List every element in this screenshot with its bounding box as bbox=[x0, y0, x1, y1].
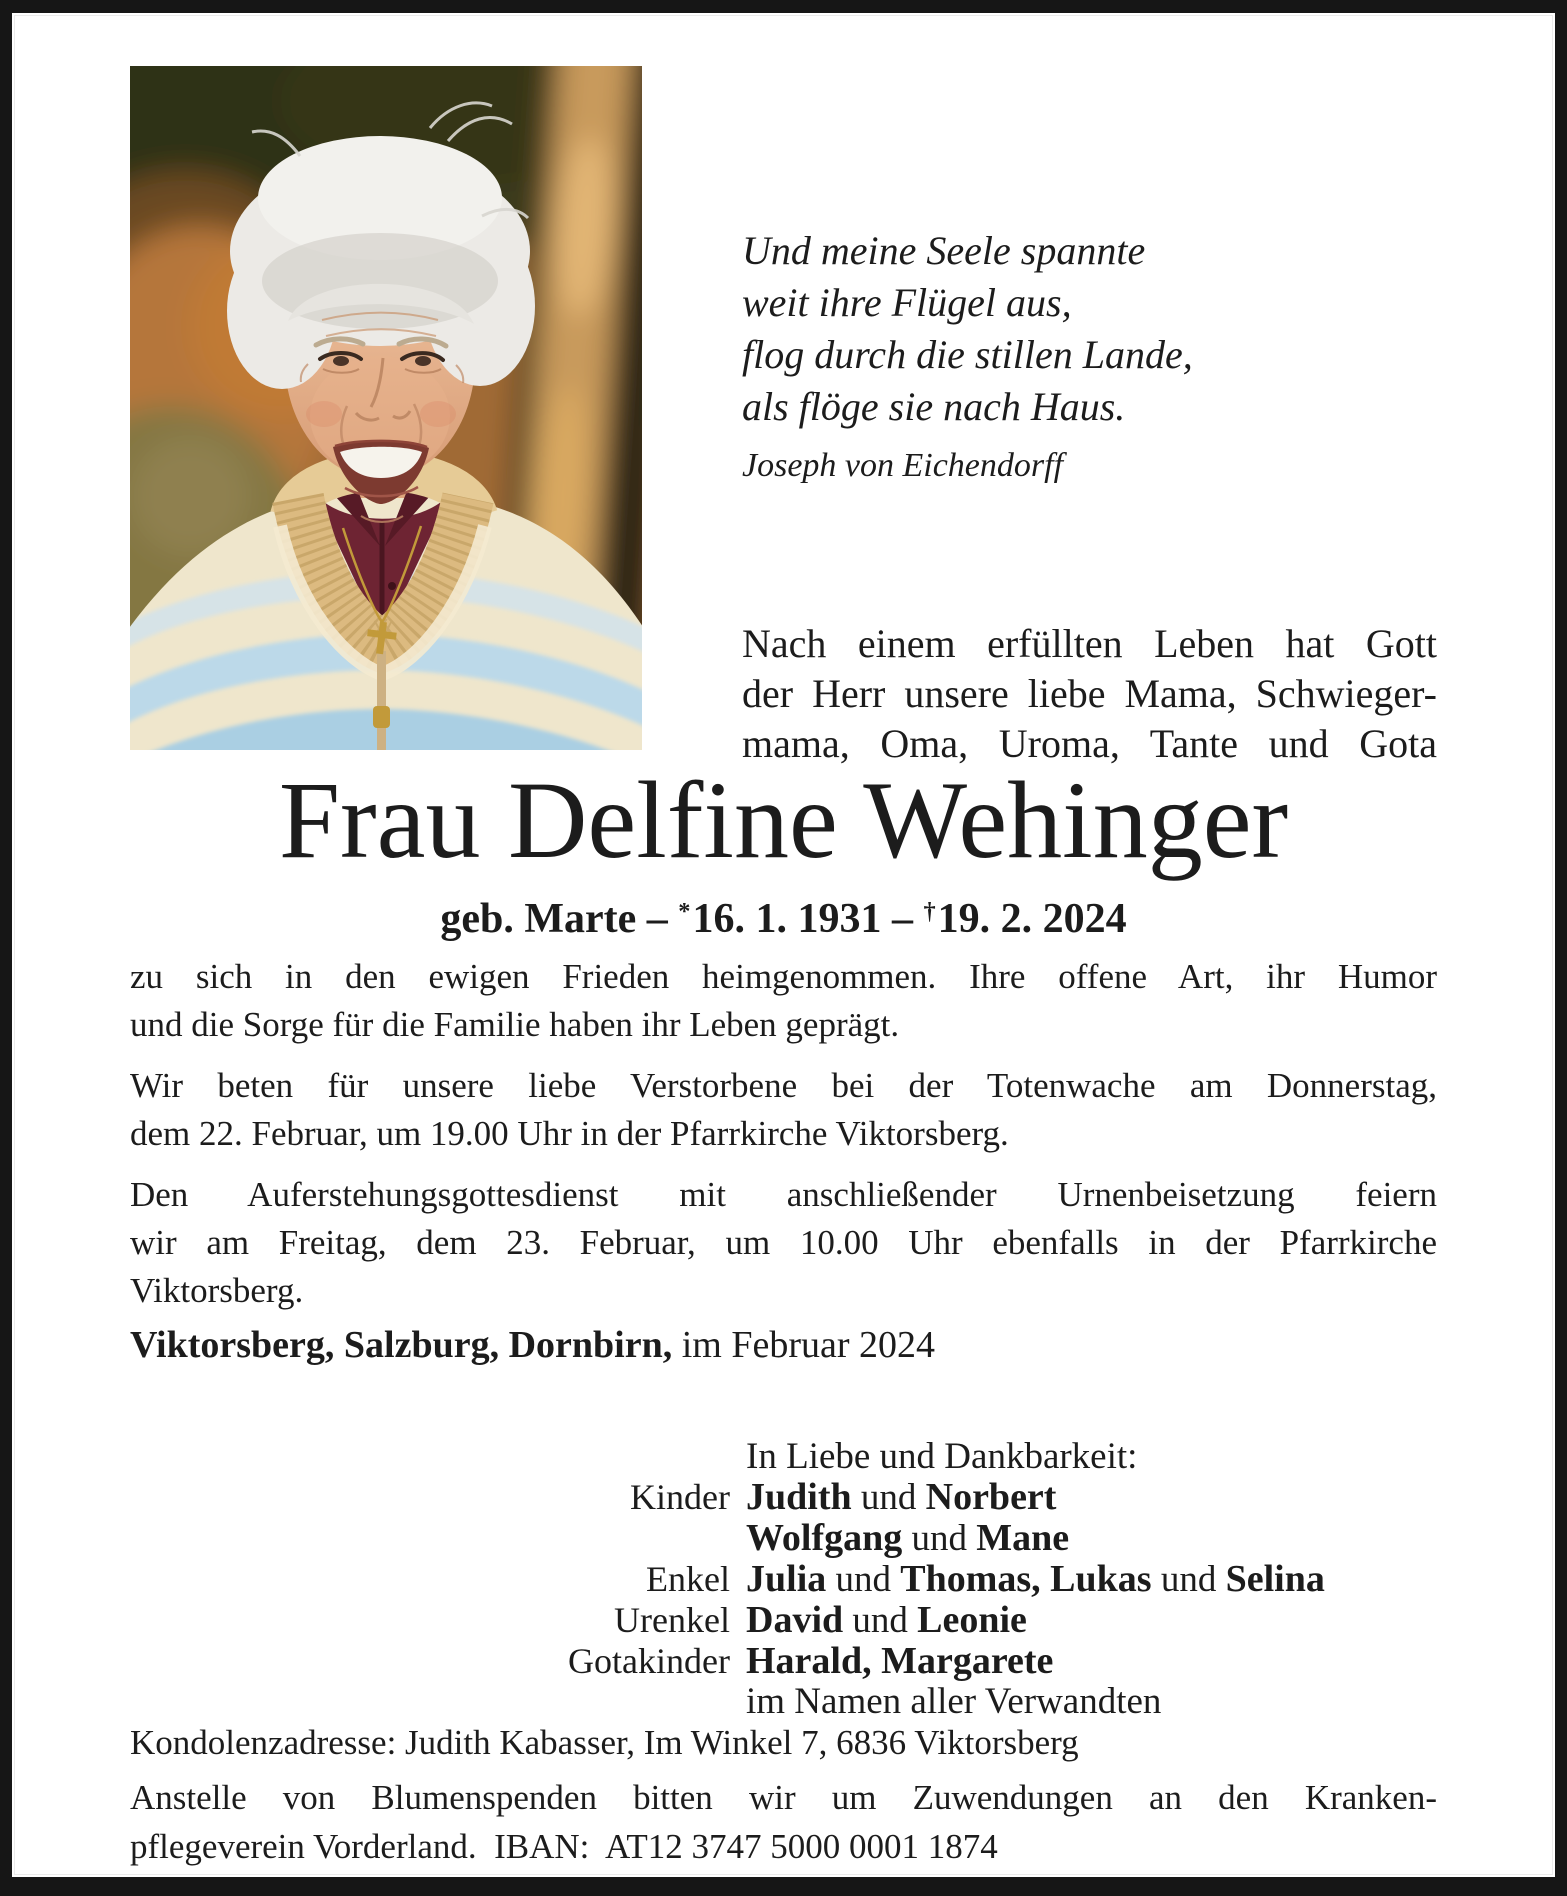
text-segment: Julia bbox=[746, 1558, 827, 1600]
family-role-label: Urenkel bbox=[614, 1600, 730, 1640]
poem-attribution: Joseph von Eichendorff bbox=[742, 447, 1064, 484]
text-segment: Selina bbox=[1225, 1558, 1325, 1600]
text-segment: und bbox=[826, 1559, 901, 1600]
donation-line: Anstelle von Blumenspenden bitten wir um Zuwendungen an den Kranken- bbox=[130, 1778, 1437, 1817]
family-names bbox=[746, 1600, 1437, 1641]
intro-line: mama, Oma, Uroma, Tante und Gota bbox=[742, 721, 1437, 766]
text-segment: Mane bbox=[976, 1517, 1070, 1559]
poem-line: flog durch die stillen Lande, bbox=[742, 332, 1193, 377]
family-role-label bbox=[130, 1682, 730, 1722]
text-segment: und bbox=[902, 1518, 977, 1559]
family-role-label: Gotakinder bbox=[568, 1641, 730, 1681]
family-role-label bbox=[130, 1437, 730, 1477]
text-segment: Harald, Margarete bbox=[746, 1640, 1054, 1682]
family-names bbox=[746, 1641, 1437, 1682]
paragraph-line: und die Sorge für die Familie haben ihr Leben geprägt. bbox=[130, 1005, 900, 1044]
text-segment: David bbox=[746, 1599, 844, 1641]
portrait-photo bbox=[130, 66, 642, 750]
text-segment: 19. 2. 2024 bbox=[937, 896, 1127, 942]
family-block bbox=[130, 1437, 1437, 1722]
text-segment: * bbox=[678, 897, 691, 925]
place-date-line bbox=[130, 1323, 1437, 1367]
family-role-label: Enkel bbox=[646, 1559, 730, 1599]
deceased-name: Frau Delfine Wehinger bbox=[278, 759, 1289, 881]
obituary-paragraph bbox=[130, 953, 1437, 1049]
text-segment: und bbox=[1151, 1559, 1226, 1600]
family-names bbox=[746, 1682, 1437, 1722]
paragraph-line: Den Auferstehungsgottesdienst mit anschließender Urnenbeisetzung feiern bbox=[130, 1175, 1437, 1214]
text-segment: † bbox=[923, 897, 936, 925]
poem-line: als flöge sie nach Haus. bbox=[742, 384, 1126, 429]
paragraph-line: zu sich in den ewigen Frieden heimgenommen. Ihre offene Art, ihr Humor bbox=[130, 957, 1437, 996]
family-names bbox=[746, 1437, 1437, 1477]
obituary-paragraph bbox=[130, 1062, 1437, 1158]
text-segment: Wolfgang bbox=[746, 1517, 903, 1559]
birth-death-line bbox=[12, 895, 1555, 943]
intro-line: Nach einem erfüllten Leben hat Gott bbox=[742, 621, 1437, 666]
text-segment: Thomas, Lukas bbox=[900, 1558, 1152, 1600]
condolence-address-line: Kondolenzadresse: Judith Kabasser, Im Winkel 7, 6836 Viktorsberg bbox=[130, 1723, 1079, 1762]
text-segment: Leonie bbox=[917, 1599, 1027, 1641]
text-segment: im Namen aller Verwandten bbox=[746, 1681, 1162, 1722]
paragraph-line: Viktorsberg. bbox=[130, 1271, 304, 1310]
family-role-label: Kinder bbox=[630, 1477, 730, 1517]
intro-line: der Herr unsere liebe Mama, Schwieger- bbox=[742, 671, 1437, 716]
poem-line: Und meine Seele spannte bbox=[742, 228, 1146, 273]
paragraph-line: Wir beten für unsere liebe Verstorbene bei der Totenwache am Donnerstag, bbox=[130, 1066, 1437, 1105]
text-segment: Norbert bbox=[925, 1476, 1057, 1518]
obituary-paragraph bbox=[130, 1171, 1437, 1315]
family-names bbox=[746, 1559, 1437, 1600]
text-segment: In Liebe und Dankbarkeit: bbox=[746, 1436, 1138, 1477]
donation-line: pflegeverein Vorderland. IBAN: AT12 3747 5000 0001 1874 bbox=[130, 1827, 998, 1866]
text-segment: 16. 1. 1931 – bbox=[692, 896, 924, 942]
text-segment: im Februar 2024 bbox=[672, 1324, 936, 1366]
paragraph-line: wir am Freitag, dem 23. Februar, um 10.00 Uhr ebenfalls in der Pfarrkirche bbox=[130, 1223, 1437, 1262]
text-segment: und bbox=[851, 1477, 926, 1518]
donation-note bbox=[130, 1773, 1437, 1871]
poem-quote bbox=[742, 225, 1442, 485]
family-names bbox=[746, 1518, 1437, 1559]
paragraph-line: dem 22. Februar, um 19.00 Uhr in der Pfarrkirche Viktorsberg. bbox=[130, 1114, 1009, 1153]
text-segment: Judith bbox=[746, 1476, 852, 1518]
intro-paragraph bbox=[742, 619, 1437, 769]
obituary-body bbox=[130, 953, 1437, 1328]
family-names bbox=[746, 1477, 1437, 1518]
text-segment: Viktorsberg, Salzburg, Dornbirn, bbox=[130, 1324, 673, 1366]
portrait-illustration bbox=[130, 66, 642, 750]
text-segment: und bbox=[843, 1600, 918, 1641]
text-segment: geb. Marte – bbox=[440, 896, 679, 942]
poem-line: weit ihre Flügel aus, bbox=[742, 280, 1072, 325]
family-role-label bbox=[130, 1518, 730, 1559]
